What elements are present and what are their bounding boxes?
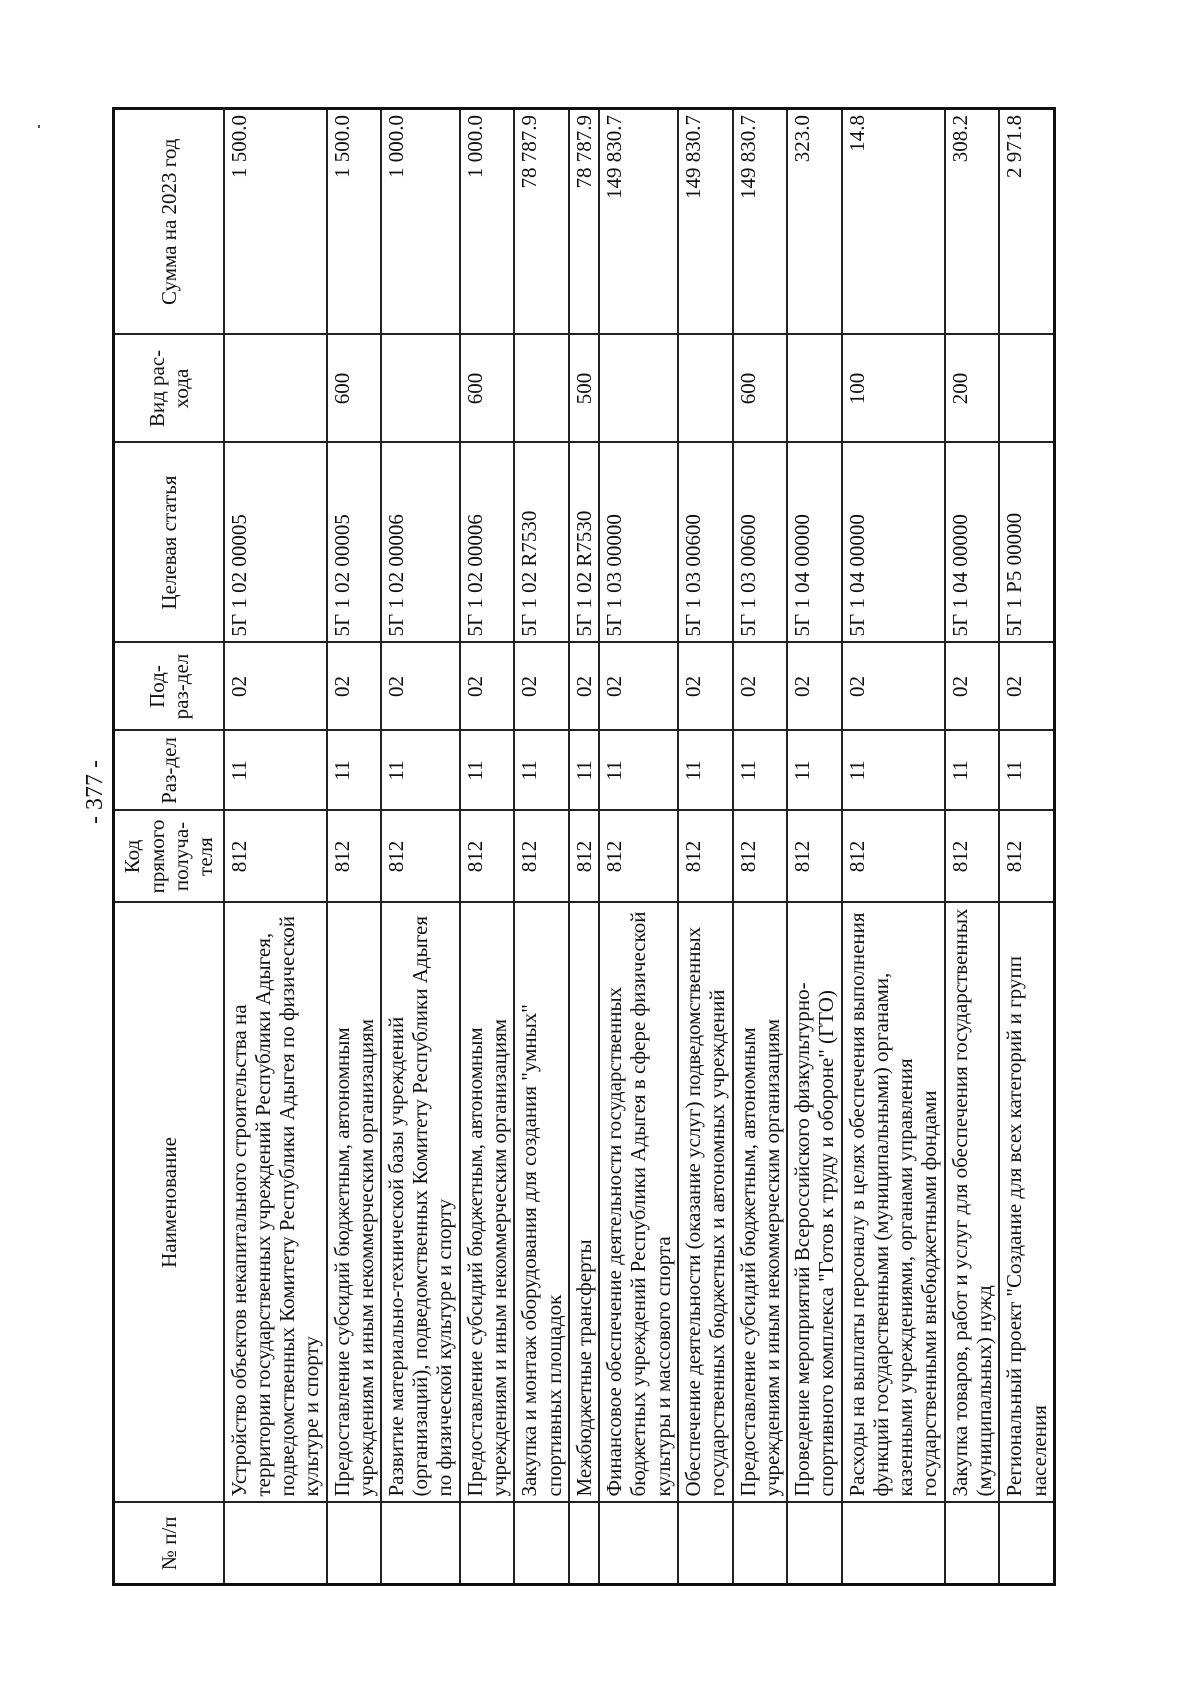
cell-expense: 100 xyxy=(842,335,945,443)
cell-no xyxy=(381,1503,460,1585)
cell-recipient: 812 xyxy=(733,811,788,903)
cell-sum: 149 830.7 xyxy=(733,109,788,335)
table-row xyxy=(945,109,1000,1585)
cell-target: 5Г 1 03 00600 xyxy=(678,443,733,643)
header-no: № п/п xyxy=(114,1503,224,1585)
cell-no xyxy=(733,1503,788,1585)
scan-artifact xyxy=(38,125,40,128)
cell-target: 5Г 1 03 00000 xyxy=(599,443,678,643)
cell-expense xyxy=(787,335,842,443)
cell-no xyxy=(999,1503,1054,1585)
budget-table xyxy=(112,107,1056,1586)
cell-subsection: 02 xyxy=(381,643,460,731)
cell-section: 11 xyxy=(381,731,460,811)
cell-sum: 78 787.9 xyxy=(569,109,599,335)
cell-no xyxy=(514,1503,569,1585)
header-target: Целевая статья xyxy=(114,443,224,643)
cell-expense xyxy=(999,335,1054,443)
cell-recipient: 812 xyxy=(945,811,1000,903)
cell-recipient: 812 xyxy=(842,811,945,903)
cell-recipient: 812 xyxy=(999,811,1054,903)
cell-sum: 149 830.7 xyxy=(678,109,733,335)
cell-name: Межбюджетные трансферты xyxy=(569,903,599,1503)
cell-target: 5Г 1 Р5 00000 xyxy=(999,443,1054,643)
cell-name: Обеспечение деятельности (оказание услуг) подведомственных государственных бюджетных и автономных учреждений xyxy=(678,903,733,1503)
cell-name: Закупка товаров, работ и услуг для обеспечения государственных (муниципальных) нужд xyxy=(945,903,1000,1503)
cell-expense: 600 xyxy=(733,335,788,443)
cell-recipient: 812 xyxy=(460,811,515,903)
rotated-table-container xyxy=(112,110,1056,1586)
cell-expense: 500 xyxy=(569,335,599,443)
cell-subsection: 02 xyxy=(569,643,599,731)
header-expense: Вид рас-хода xyxy=(114,335,224,443)
cell-sum: 323.0 xyxy=(787,109,842,335)
cell-expense xyxy=(514,335,569,443)
table-row xyxy=(381,109,460,1585)
cell-expense: 600 xyxy=(327,335,382,443)
cell-sum: 149 830.7 xyxy=(599,109,678,335)
cell-target: 5Г 1 02 00005 xyxy=(327,443,382,643)
cell-section: 11 xyxy=(787,731,842,811)
cell-subsection: 02 xyxy=(999,643,1054,731)
cell-name: Предоставление субсидий бюджетным, автономным учреждениям и иным некоммерческим организациям xyxy=(733,903,788,1503)
cell-expense xyxy=(224,335,327,443)
cell-name: Развитие материально-технической базы учреждений (организаций), подведомственных Комитету Республики Адыгея по физической культуре и спорту xyxy=(381,903,460,1503)
cell-name: Проведение мероприятий Всероссийского физкультурно-спортивного комплекса "Готов к труду и обороне" (ГТО) xyxy=(787,903,842,1503)
page-number: - 377 - xyxy=(82,760,108,824)
table-row xyxy=(842,109,945,1585)
cell-no xyxy=(678,1503,733,1585)
cell-section: 11 xyxy=(999,731,1054,811)
cell-no xyxy=(327,1503,382,1585)
header-subsection: Под-раз-дел xyxy=(114,643,224,731)
table-row xyxy=(460,109,515,1585)
cell-target: 5Г 1 04 00000 xyxy=(945,443,1000,643)
table-header-row xyxy=(114,109,224,1585)
cell-target: 5Г 1 04 00000 xyxy=(842,443,945,643)
cell-sum: 1 000.0 xyxy=(381,109,460,335)
cell-subsection: 02 xyxy=(678,643,733,731)
cell-sum: 78 787.9 xyxy=(514,109,569,335)
cell-target: 5Г 1 02 00005 xyxy=(224,443,327,643)
cell-subsection: 02 xyxy=(460,643,515,731)
cell-recipient: 812 xyxy=(327,811,382,903)
cell-sum: 2 971.8 xyxy=(999,109,1054,335)
cell-expense: 200 xyxy=(945,335,1000,443)
header-name: Наименование xyxy=(114,903,224,1503)
cell-target: 5Г 1 02 00006 xyxy=(381,443,460,643)
cell-no xyxy=(842,1503,945,1585)
cell-subsection: 02 xyxy=(842,643,945,731)
cell-section: 11 xyxy=(327,731,382,811)
cell-section: 11 xyxy=(945,731,1000,811)
table-row xyxy=(733,109,788,1585)
cell-target: 5Г 1 02 R7530 xyxy=(514,443,569,643)
cell-name: Закупка и монтаж оборудования для создания "умных" спортивных площадок xyxy=(514,903,569,1503)
cell-recipient: 812 xyxy=(787,811,842,903)
cell-expense: 600 xyxy=(460,335,515,443)
cell-subsection: 02 xyxy=(224,643,327,731)
cell-name: Устройство объектов некапитального строительства на территории государственных учреждений Республики Адыгея, подведомственных Комитету Республики Адыгея по физической культуре и спорту xyxy=(224,903,327,1503)
cell-no xyxy=(569,1503,599,1585)
cell-section: 11 xyxy=(842,731,945,811)
cell-sum: 1 500.0 xyxy=(327,109,382,335)
cell-recipient: 812 xyxy=(599,811,678,903)
cell-name: Предоставление субсидий бюджетным, автономным учреждениям и иным некоммерческим организациям xyxy=(327,903,382,1503)
cell-recipient: 812 xyxy=(381,811,460,903)
cell-name: Расходы на выплаты персоналу в целях обеспечения выполнения функций государственными (муниципальными) органами, казенными учреждениями, органами управления государственными внебюджетными фондами xyxy=(842,903,945,1503)
cell-name: Финансовое обеспечение деятельности государственных бюджетных учреждений Республики Адыгея в сфере физической культуры и массового спорта xyxy=(599,903,678,1503)
table-body xyxy=(224,109,1055,1585)
table-row xyxy=(327,109,382,1585)
cell-target: 5Г 1 02 R7530 xyxy=(569,443,599,643)
table-row xyxy=(599,109,678,1585)
header-section: Раз-дел xyxy=(114,731,224,811)
cell-section: 11 xyxy=(733,731,788,811)
cell-no xyxy=(599,1503,678,1585)
cell-name: Предоставление субсидий бюджетным, автономным учреждениям и иным некоммерческим организациям xyxy=(460,903,515,1503)
cell-expense xyxy=(381,335,460,443)
table-row xyxy=(787,109,842,1585)
cell-recipient: 812 xyxy=(678,811,733,903)
cell-sum: 14.8 xyxy=(842,109,945,335)
cell-expense xyxy=(599,335,678,443)
cell-section: 11 xyxy=(514,731,569,811)
cell-expense xyxy=(678,335,733,443)
cell-no xyxy=(460,1503,515,1585)
table-row xyxy=(514,109,569,1585)
cell-section: 11 xyxy=(224,731,327,811)
header-sum: Сумма на 2023 год xyxy=(114,109,224,335)
cell-subsection: 02 xyxy=(327,643,382,731)
cell-sum: 1 500.0 xyxy=(224,109,327,335)
table-row xyxy=(999,109,1054,1585)
cell-recipient: 812 xyxy=(224,811,327,903)
cell-sum: 1 000.0 xyxy=(460,109,515,335)
table-row xyxy=(678,109,733,1585)
table-row xyxy=(224,109,327,1585)
cell-no xyxy=(787,1503,842,1585)
cell-name: Региональный проект "Создание для всех категорий и групп населения xyxy=(999,903,1054,1503)
cell-recipient: 812 xyxy=(569,811,599,903)
cell-target: 5Г 1 03 00600 xyxy=(733,443,788,643)
cell-section: 11 xyxy=(460,731,515,811)
cell-target: 5Г 1 02 00006 xyxy=(460,443,515,643)
cell-recipient: 812 xyxy=(514,811,569,903)
cell-subsection: 02 xyxy=(514,643,569,731)
header-recipient: Код прямого получа-теля xyxy=(114,811,224,903)
cell-subsection: 02 xyxy=(945,643,1000,731)
cell-section: 11 xyxy=(599,731,678,811)
cell-sum: 308.2 xyxy=(945,109,1000,335)
cell-subsection: 02 xyxy=(787,643,842,731)
cell-no xyxy=(945,1503,1000,1585)
table-row xyxy=(569,109,599,1585)
cell-no xyxy=(224,1503,327,1585)
cell-subsection: 02 xyxy=(599,643,678,731)
cell-section: 11 xyxy=(678,731,733,811)
cell-section: 11 xyxy=(569,731,599,811)
cell-target: 5Г 1 04 00000 xyxy=(787,443,842,643)
cell-subsection: 02 xyxy=(733,643,788,731)
